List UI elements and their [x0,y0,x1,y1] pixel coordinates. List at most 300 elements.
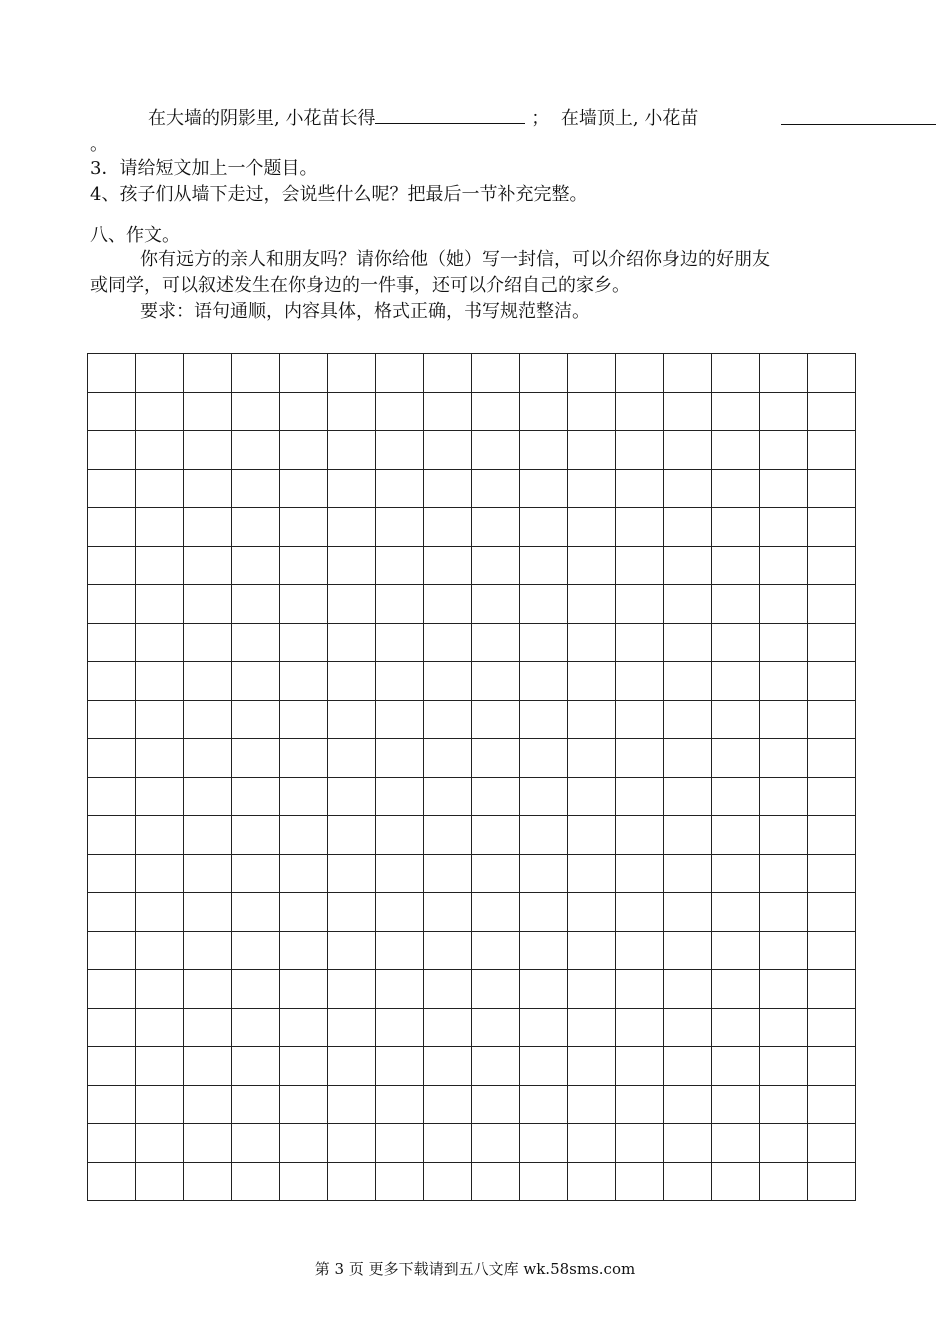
grid-cell[interactable] [568,739,616,778]
grid-cell[interactable] [808,624,856,663]
grid-cell[interactable] [472,739,520,778]
grid-cell[interactable] [232,585,280,624]
grid-cell[interactable] [88,662,136,701]
grid-cell[interactable] [808,1086,856,1125]
grid-cell[interactable] [712,932,760,971]
grid-cell[interactable] [808,1047,856,1086]
grid-cell[interactable] [808,508,856,547]
grid-cell[interactable] [664,662,712,701]
grid-cell[interactable] [328,431,376,470]
grid-cell[interactable] [328,1086,376,1125]
grid-cell[interactable] [472,354,520,393]
writing-grid[interactable] [87,353,856,1201]
grid-cell[interactable] [568,932,616,971]
grid-cell[interactable] [520,855,568,894]
grid-cell[interactable] [328,932,376,971]
grid-cell[interactable] [232,470,280,509]
grid-cell[interactable] [88,1047,136,1086]
grid-cell[interactable] [376,624,424,663]
grid-cell[interactable] [568,816,616,855]
grid-cell[interactable] [136,1086,184,1125]
grid-cell[interactable] [376,508,424,547]
grid-cell[interactable] [520,1047,568,1086]
grid-cell[interactable] [136,354,184,393]
grid-cell[interactable] [568,547,616,586]
grid-cell[interactable] [472,701,520,740]
grid-cell[interactable] [280,1086,328,1125]
grid-cell[interactable] [376,1124,424,1163]
grid-cell[interactable] [184,1009,232,1048]
grid-cell[interactable] [88,1124,136,1163]
grid-cell[interactable] [712,701,760,740]
grid-cell[interactable] [232,778,280,817]
grid-cell[interactable] [184,393,232,432]
grid-cell[interactable] [712,585,760,624]
grid-cell[interactable] [760,778,808,817]
grid-cell[interactable] [808,816,856,855]
grid-cell[interactable] [472,932,520,971]
grid-cell[interactable] [664,816,712,855]
grid-cell[interactable] [616,932,664,971]
grid-cell[interactable] [424,701,472,740]
grid-cell[interactable] [232,393,280,432]
grid-cell[interactable] [280,932,328,971]
grid-cell[interactable] [88,470,136,509]
grid-cell[interactable] [520,1124,568,1163]
grid-cell[interactable] [808,585,856,624]
grid-cell[interactable] [424,662,472,701]
grid-cell[interactable] [136,855,184,894]
grid-cell[interactable] [232,701,280,740]
grid-cell[interactable] [136,662,184,701]
grid-cell[interactable] [616,508,664,547]
grid-cell[interactable] [424,893,472,932]
grid-cell[interactable] [520,1009,568,1048]
grid-cell[interactable] [232,1163,280,1202]
grid-cell[interactable] [712,508,760,547]
grid-cell[interactable] [760,970,808,1009]
grid-cell[interactable] [136,1163,184,1202]
grid-cell[interactable] [760,1047,808,1086]
grid-cell[interactable] [88,816,136,855]
grid-cell[interactable] [520,701,568,740]
grid-cell[interactable] [328,354,376,393]
grid-cell[interactable] [424,816,472,855]
grid-cell[interactable] [664,1047,712,1086]
grid-cell[interactable] [568,778,616,817]
grid-cell[interactable] [136,1009,184,1048]
grid-cell[interactable] [88,624,136,663]
grid-cell[interactable] [184,431,232,470]
grid-cell[interactable] [424,1086,472,1125]
grid-cell[interactable] [280,739,328,778]
grid-cell[interactable] [376,932,424,971]
grid-cell[interactable] [424,1124,472,1163]
grid-cell[interactable] [232,431,280,470]
grid-cell[interactable] [472,1163,520,1202]
grid-cell[interactable] [328,624,376,663]
grid-cell[interactable] [88,1009,136,1048]
grid-cell[interactable] [472,893,520,932]
grid-cell[interactable] [520,354,568,393]
grid-cell[interactable] [568,855,616,894]
grid-cell[interactable] [376,778,424,817]
grid-cell[interactable] [664,893,712,932]
grid-cell[interactable] [760,547,808,586]
grid-cell[interactable] [424,1009,472,1048]
grid-cell[interactable] [616,547,664,586]
grid-cell[interactable] [424,470,472,509]
grid-cell[interactable] [328,1047,376,1086]
grid-cell[interactable] [424,739,472,778]
grid-cell[interactable] [472,1047,520,1086]
grid-cell[interactable] [472,970,520,1009]
grid-cell[interactable] [520,816,568,855]
grid-cell[interactable] [568,1047,616,1086]
grid-cell[interactable] [328,508,376,547]
grid-cell[interactable] [520,393,568,432]
grid-cell[interactable] [232,624,280,663]
grid-cell[interactable] [328,662,376,701]
grid-cell[interactable] [808,662,856,701]
grid-cell[interactable] [424,393,472,432]
grid-cell[interactable] [88,393,136,432]
grid-cell[interactable] [760,739,808,778]
grid-cell[interactable] [568,585,616,624]
grid-cell[interactable] [760,855,808,894]
grid-cell[interactable] [760,932,808,971]
grid-cell[interactable] [568,893,616,932]
grid-cell[interactable] [424,354,472,393]
grid-cell[interactable] [520,739,568,778]
grid-cell[interactable] [424,547,472,586]
grid-cell[interactable] [280,547,328,586]
grid-cell[interactable] [760,893,808,932]
grid-cell[interactable] [184,855,232,894]
grid-cell[interactable] [472,624,520,663]
grid-cell[interactable] [424,855,472,894]
grid-cell[interactable] [760,816,808,855]
grid-cell[interactable] [232,354,280,393]
grid-cell[interactable] [712,970,760,1009]
grid-cell[interactable] [712,547,760,586]
grid-cell[interactable] [520,662,568,701]
grid-cell[interactable] [664,393,712,432]
grid-cell[interactable] [568,354,616,393]
grid-cell[interactable] [328,970,376,1009]
grid-cell[interactable] [136,585,184,624]
grid-cell[interactable] [280,624,328,663]
grid-cell[interactable] [664,739,712,778]
grid-cell[interactable] [424,970,472,1009]
grid-cell[interactable] [88,508,136,547]
grid-cell[interactable] [328,739,376,778]
grid-cell[interactable] [520,1163,568,1202]
grid-cell[interactable] [184,893,232,932]
grid-cell[interactable] [424,624,472,663]
grid-cell[interactable] [712,893,760,932]
grid-cell[interactable] [136,393,184,432]
grid-cell[interactable] [280,970,328,1009]
grid-cell[interactable] [616,1124,664,1163]
grid-cell[interactable] [280,778,328,817]
grid-cell[interactable] [88,855,136,894]
grid-cell[interactable] [280,701,328,740]
grid-cell[interactable] [232,1009,280,1048]
grid-cell[interactable] [376,855,424,894]
grid-cell[interactable] [664,470,712,509]
grid-cell[interactable] [88,932,136,971]
grid-cell[interactable] [424,508,472,547]
grid-cell[interactable] [712,1163,760,1202]
grid-cell[interactable] [184,1086,232,1125]
grid-cell[interactable] [616,739,664,778]
grid-cell[interactable] [184,1163,232,1202]
grid-cell[interactable] [712,354,760,393]
grid-cell[interactable] [616,470,664,509]
grid-cell[interactable] [664,1009,712,1048]
grid-cell[interactable] [280,508,328,547]
grid-cell[interactable] [712,1124,760,1163]
grid-cell[interactable] [184,778,232,817]
grid-cell[interactable] [472,1124,520,1163]
grid-cell[interactable] [808,431,856,470]
grid-cell[interactable] [568,701,616,740]
grid-cell[interactable] [280,816,328,855]
grid-cell[interactable] [328,585,376,624]
grid-cell[interactable] [232,662,280,701]
grid-cell[interactable] [808,932,856,971]
grid-cell[interactable] [808,701,856,740]
grid-cell[interactable] [616,1086,664,1125]
grid-cell[interactable] [88,893,136,932]
grid-cell[interactable] [280,1009,328,1048]
grid-cell[interactable] [760,508,808,547]
grid-cell[interactable] [616,893,664,932]
grid-cell[interactable] [88,1163,136,1202]
grid-cell[interactable] [472,470,520,509]
grid-cell[interactable] [280,1124,328,1163]
grid-cell[interactable] [664,855,712,894]
grid-cell[interactable] [280,470,328,509]
grid-cell[interactable] [136,1124,184,1163]
grid-cell[interactable] [424,1047,472,1086]
grid-cell[interactable] [232,893,280,932]
grid-cell[interactable] [136,508,184,547]
grid-cell[interactable] [712,739,760,778]
grid-cell[interactable] [280,431,328,470]
answer-blank-1[interactable] [375,103,525,124]
answer-blank-2[interactable] [781,104,936,125]
grid-cell[interactable] [616,701,664,740]
grid-cell[interactable] [520,893,568,932]
grid-cell[interactable] [760,662,808,701]
grid-cell[interactable] [88,739,136,778]
grid-cell[interactable] [616,354,664,393]
grid-cell[interactable] [328,470,376,509]
grid-cell[interactable] [568,1163,616,1202]
grid-cell[interactable] [712,816,760,855]
grid-cell[interactable] [184,970,232,1009]
grid-cell[interactable] [376,1163,424,1202]
grid-cell[interactable] [376,893,424,932]
grid-cell[interactable] [472,1009,520,1048]
grid-cell[interactable] [88,701,136,740]
grid-cell[interactable] [712,778,760,817]
grid-cell[interactable] [88,431,136,470]
grid-cell[interactable] [712,470,760,509]
grid-cell[interactable] [376,1086,424,1125]
grid-cell[interactable] [808,970,856,1009]
grid-cell[interactable] [88,778,136,817]
grid-cell[interactable] [376,431,424,470]
grid-cell[interactable] [184,1047,232,1086]
grid-cell[interactable] [568,970,616,1009]
grid-cell[interactable] [664,701,712,740]
grid-cell[interactable] [424,932,472,971]
grid-cell[interactable] [808,855,856,894]
grid-cell[interactable] [712,624,760,663]
grid-cell[interactable] [376,739,424,778]
grid-cell[interactable] [376,970,424,1009]
grid-cell[interactable] [376,393,424,432]
grid-cell[interactable] [280,662,328,701]
grid-cell[interactable] [760,354,808,393]
grid-cell[interactable] [376,701,424,740]
grid-cell[interactable] [760,1124,808,1163]
grid-cell[interactable] [472,662,520,701]
grid-cell[interactable] [664,508,712,547]
grid-cell[interactable] [472,585,520,624]
grid-cell[interactable] [88,970,136,1009]
grid-cell[interactable] [232,547,280,586]
grid-cell[interactable] [760,624,808,663]
grid-cell[interactable] [808,1163,856,1202]
grid-cell[interactable] [520,932,568,971]
grid-cell[interactable] [136,932,184,971]
grid-cell[interactable] [376,816,424,855]
grid-cell[interactable] [616,624,664,663]
grid-cell[interactable] [664,1124,712,1163]
grid-cell[interactable] [760,470,808,509]
grid-cell[interactable] [472,855,520,894]
grid-cell[interactable] [136,701,184,740]
grid-cell[interactable] [664,547,712,586]
grid-cell[interactable] [664,1163,712,1202]
grid-cell[interactable] [136,1047,184,1086]
grid-cell[interactable] [808,778,856,817]
grid-cell[interactable] [88,1086,136,1125]
grid-cell[interactable] [616,778,664,817]
grid-cell[interactable] [808,739,856,778]
grid-cell[interactable] [376,1009,424,1048]
grid-cell[interactable] [760,431,808,470]
grid-cell[interactable] [664,585,712,624]
grid-cell[interactable] [328,816,376,855]
grid-cell[interactable] [88,547,136,586]
grid-cell[interactable] [424,778,472,817]
grid-cell[interactable] [616,393,664,432]
grid-cell[interactable] [760,1163,808,1202]
grid-cell[interactable] [520,1086,568,1125]
grid-cell[interactable] [616,1163,664,1202]
grid-cell[interactable] [664,932,712,971]
grid-cell[interactable] [184,354,232,393]
grid-cell[interactable] [616,855,664,894]
grid-cell[interactable] [280,893,328,932]
grid-cell[interactable] [568,624,616,663]
grid-cell[interactable] [232,1086,280,1125]
grid-cell[interactable] [424,1163,472,1202]
grid-cell[interactable] [280,585,328,624]
grid-cell[interactable] [88,354,136,393]
grid-cell[interactable] [520,970,568,1009]
grid-cell[interactable] [568,1086,616,1125]
grid-cell[interactable] [184,547,232,586]
grid-cell[interactable] [616,431,664,470]
grid-cell[interactable] [376,547,424,586]
grid-cell[interactable] [712,1047,760,1086]
grid-cell[interactable] [568,470,616,509]
grid-cell[interactable] [808,1124,856,1163]
grid-cell[interactable] [520,778,568,817]
grid-cell[interactable] [328,1124,376,1163]
grid-cell[interactable] [808,1009,856,1048]
grid-cell[interactable] [520,508,568,547]
grid-cell[interactable] [568,1009,616,1048]
grid-cell[interactable] [520,624,568,663]
grid-cell[interactable] [424,431,472,470]
grid-cell[interactable] [232,508,280,547]
grid-cell[interactable] [232,739,280,778]
grid-cell[interactable] [328,1009,376,1048]
grid-cell[interactable] [616,816,664,855]
grid-cell[interactable] [760,393,808,432]
grid-cell[interactable] [424,585,472,624]
grid-cell[interactable] [328,855,376,894]
grid-cell[interactable] [520,547,568,586]
grid-cell[interactable] [472,816,520,855]
grid-cell[interactable] [376,354,424,393]
grid-cell[interactable] [808,893,856,932]
grid-cell[interactable] [712,1009,760,1048]
grid-cell[interactable] [232,932,280,971]
grid-cell[interactable] [376,662,424,701]
grid-cell[interactable] [808,354,856,393]
grid-cell[interactable] [760,1086,808,1125]
grid-cell[interactable] [328,893,376,932]
grid-cell[interactable] [376,585,424,624]
grid-cell[interactable] [280,1047,328,1086]
grid-cell[interactable] [136,470,184,509]
grid-cell[interactable] [760,701,808,740]
grid-cell[interactable] [616,1047,664,1086]
grid-cell[interactable] [712,393,760,432]
grid-cell[interactable] [616,970,664,1009]
grid-cell[interactable] [184,701,232,740]
grid-cell[interactable] [616,662,664,701]
grid-cell[interactable] [88,585,136,624]
grid-cell[interactable] [136,893,184,932]
grid-cell[interactable] [232,1047,280,1086]
grid-cell[interactable] [136,739,184,778]
grid-cell[interactable] [808,470,856,509]
grid-cell[interactable] [280,354,328,393]
grid-cell[interactable] [664,624,712,663]
grid-cell[interactable] [184,816,232,855]
grid-cell[interactable] [328,393,376,432]
grid-cell[interactable] [520,470,568,509]
